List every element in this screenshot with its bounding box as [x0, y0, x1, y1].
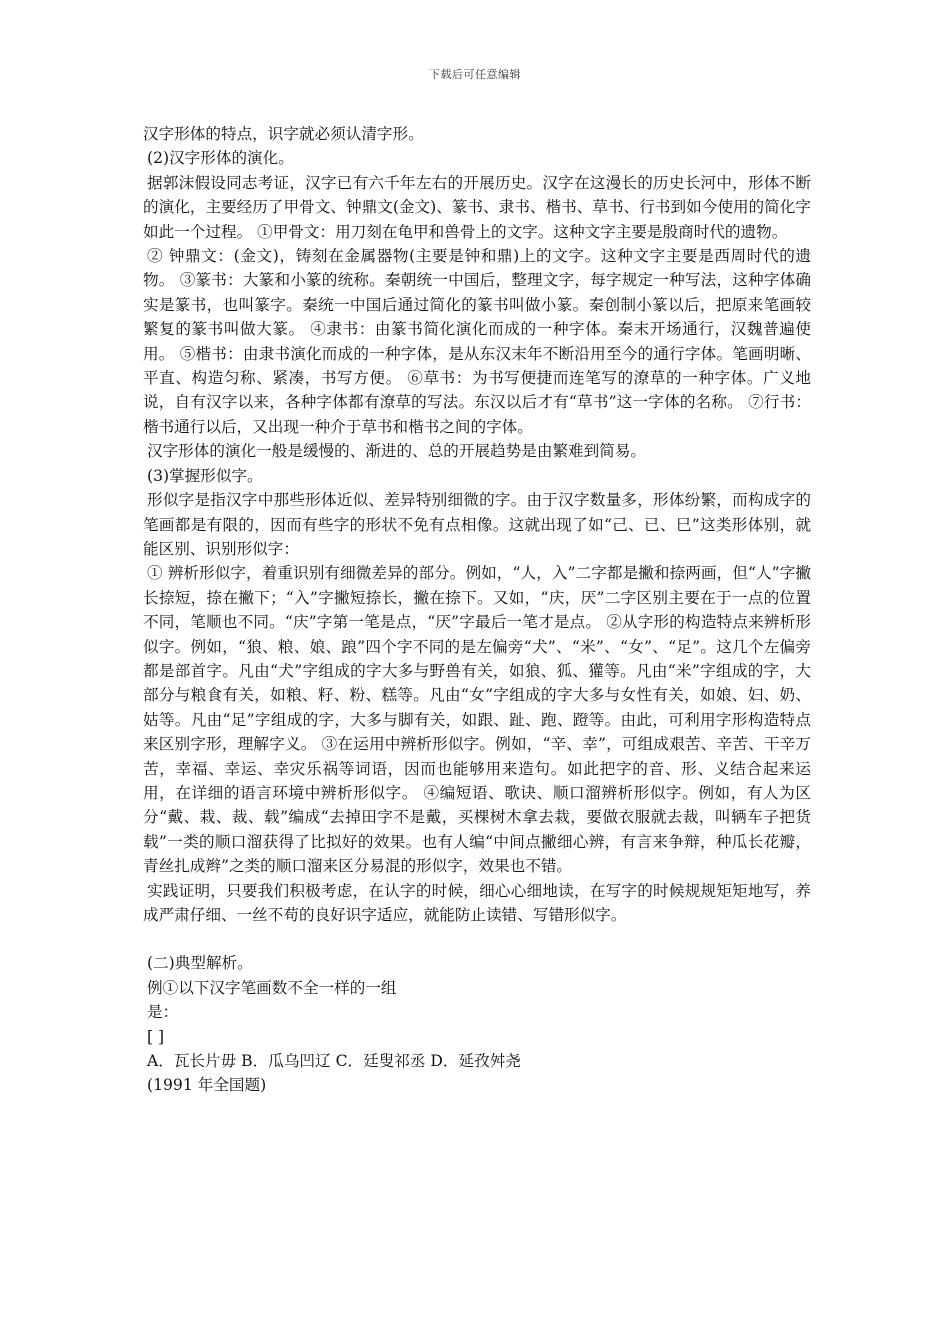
question-text: 是：	[147, 1003, 179, 1022]
question-source: (1991 年全国题)	[147, 1076, 267, 1095]
answer-options: A．瓦长片毋 B．瓜乌凹辽 C．廷叟祁丞 D．延孜舛尧	[147, 1052, 521, 1071]
page-header: 下载后可任意编辑	[429, 68, 521, 81]
paragraph: 汉字形体的演化一般是缓慢的、渐进的、总的开展趋势是由繁难到简易。	[147, 442, 647, 461]
spacer	[143, 927, 811, 951]
question-text: 例①以下汉字笔画数不全一样的一组	[147, 978, 397, 997]
section-heading: (二)典型解析。	[147, 954, 253, 973]
paragraph: 形似字是指汉字中那些形体近似、差异特别细微的字。由于汉字数量多，形体纷繁，而构成字的笔画都是有限的，因而有些字的形状不免有点相像。这就出现了如“己、已、巳”这类形体别，就能区别、识别形似字：	[143, 491, 811, 558]
paragraph: 汉字形体的特点，识字就必须认清字形。	[143, 125, 424, 143]
paragraph: 据郭沫假设同志考证，汉字已有六千年左右的开展历史。汉字在这漫长的历史长河中，形体不断的演化，主要经历了甲骨文、钟鼎文(金文)、篆书、隶书、楷书、草书、行书到如今使用的简化字如此一个过程。 ①甲骨文：用刀刻在龟甲和兽骨上的文字。这种文字主要是殷商时代的遗物。	[143, 173, 811, 241]
exam-section	[143, 951, 811, 1097]
paragraph: ② 钟鼎文：(金文)，铸刻在金属器物(主要是钟和鼎)上的文字。这种文字主要是西周时代的遗物。 ③篆书：大篆和小篆的统称。秦朝统一中国后，整理文字，每字规定一种写法，这种字体确实是篆书，也叫篆字。秦统一中国后通过简化的篆书叫做小篆。秦创制小篆以后，把原来笔画较繁复的篆书叫做大篆。 ④隶书：由篆书简化演化而成的一种字体。秦末开场通行，汉魏普遍使用。 ⑤楷书：由隶书演化而成的一种字体，是从东汉末年不断沿用至今的通行字体。笔画明晰、平直、构造匀称、紧凑，书写方便。 ⑥草书：为书写便捷而连笔写的潦草的一种字体。广义地说，自有汉字以来，各种字体都有潦草的写法。东汉以后才有“草书”这一字体的名称。 ⑦行书：楷书通行以后，又出现一种介于草书和楷书之间的字体。	[143, 247, 811, 436]
section-heading: (2)汉字形体的演化。	[147, 149, 294, 168]
paragraph: 实践证明，只要我们积极考虑，在认字的时候，细心心细地读，在写字的时候规规矩矩地写，养成严肃仔细、一丝不苟的良好识字适应，就能防止读错、写错形似字。	[143, 881, 811, 924]
section-heading: (3)掌握形似字。	[147, 466, 263, 485]
paragraph: ① 辨析形似字，着重识别有细微差异的部分。例如，“人，入”二字都是撇和捺两画，但“人”字撇长捺短，捺在撇下；“入”字撇短捺长，撇在捺下。又如，“庆，厌”二字区别主要在于一点的位置不同，笔顺也不同。“庆”字第一笔是点，“厌”字最后一笔才是点。 ②从字形的构造特点来辨析形似字。例如，“狼、粮、娘、踉”四个字不同的是左偏旁“犬”、“米”、“女”、“足”。这几个左偏旁都是部首字。凡由“犬”字组成的字大多与野兽有关，如狼、狐、獾等。凡由“米”字组成的字，大部分与粮食有关，如粮、籽、粉、糕等。凡由“女”字组成的字大多与女性有关，如娘、妇、奶、姑等。凡由“足”字组成的字，大多与脚有关，如跟、趾、跑、蹬等。由此，可利用字形构造特点来区别字形，理解字义。 ③在运用中辨析形似字。例如，“辛、幸”，可组成艰苦、辛苦、干辛万苦，幸福、幸运、幸灾乐祸等词语，因而也能够用来造句。如此把字的音、形、义结合起来运用，在详细的语言环境中辨析形似字。 ④编短语、歌诀、顺口溜辨析形似字。例如，有人为区分“戴、栽、裁、载”编成“去掉田字不是戴，买棵树木拿去栽，要做衣服就去裁，叫辆车子把货载”一类的顺口溜获得了比拟好的效果。也有人编“中间点撇细心辨，有言来争辩，种瓜长花瓣，青丝扎成辫”之类的顺口溜来区分易混的形似字，效果也不错。	[143, 564, 811, 876]
answer-bracket: [ ]	[147, 1027, 165, 1046]
document-body	[143, 122, 811, 1098]
